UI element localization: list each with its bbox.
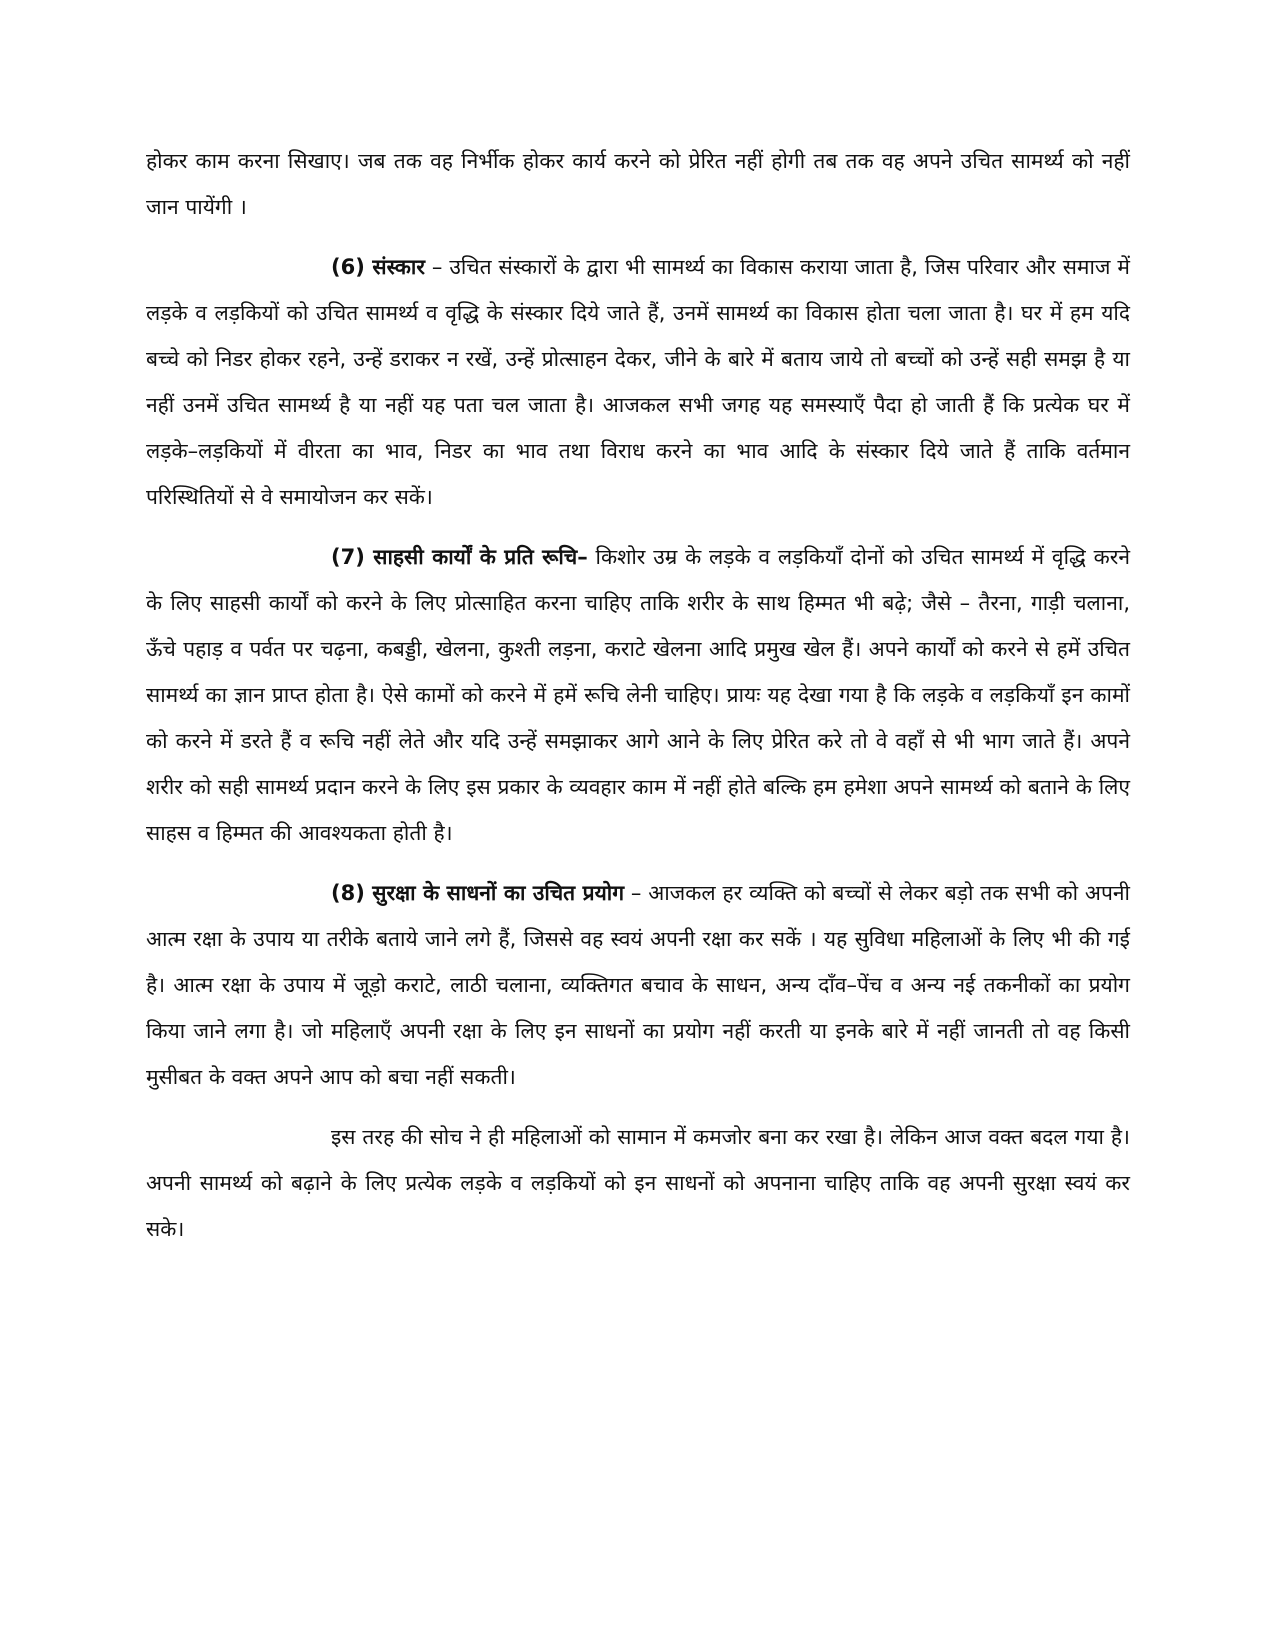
paragraph-suraksha <box>146 870 1130 1100</box>
document-page <box>146 138 1130 1252</box>
paragraph-sanskar <box>146 244 1130 520</box>
section-heading-7: (7) साहसी कार्यों के प्रति रूचि– <box>331 545 588 569</box>
section-heading-8: (8) सुरक्षा के साधनों का उचित प्रयोग <box>331 881 625 905</box>
section-heading-6: (6) संस्कार <box>331 255 425 279</box>
paragraph-text: – आजकल हर व्यक्ति को बच्चों से लेकर बड़ो तक सभी को अपनी आत्म रक्षा के उपाय या तरीके बताये जाने लगे हैं, जिससे वह स्वयं अपनी रक्षा कर सकें । यह सुविधा महिलाओं के लिए भी की गई है। आत्म रक्षा के उपाय में जूड़ो कराटे, लाठी चलाना, व्यक्तिगत बचाव के साधन, अन्य दाँव–पेंच व अन्य नई तकनीकों का प्रयोग किया जाने लगा है। जो महिलाएँ अपनी रक्षा के लिए इन साधनों का प्रयोग नहीं करती या इनके बारे में नहीं जानती तो वह किसी मुसीबत के वक्त अपने आप को बचा नहीं सकती। <box>146 881 1130 1089</box>
paragraph-continuation <box>146 138 1130 230</box>
paragraph-conclusion <box>146 1114 1130 1252</box>
paragraph-text: इस तरह की सोच ने ही महिलाओं को सामान में कमजोर बना कर रखा है। लेकिन आज वक्त बदल गया है। अपनी सामर्थ्य को बढ़ाने के लिए प्रत्येक लड़के व लड़कियों को इन साधनों को अपनाना चाहिए ताकि वह अपनी सुरक्षा स्वयं कर सके। <box>146 1125 1131 1241</box>
paragraph-text: होकर काम करना सिखाए। जब तक वह निर्भीक होकर कार्य करने को प्रेरित नहीं होगी तब तक वह अपने उचित सामर्थ्य को नहीं जान पायेंगी । <box>146 149 1130 219</box>
paragraph-text: – उचित संस्कारों के द्वारा भी सामर्थ्य का विकास कराया जाता है, जिस परिवार और समाज में लड़के व लड़कियों को उचित सामर्थ्य व वृद्धि के संस्कार दिये जाते हैं, उनमें सामर्थ्य का विकास होता चला जाता है। घर में हम यदि बच्चे को निडर होकर रहने, उन्हें डराकर न रखें, उन्हें प्रोत्साहन देकर, जीने के बारे में बताय जाये तो बच्चों को उन्हें सही समझ है या नहीं उनमें उचित सामर्थ्य है या नहीं यह पता चल जाता है। आजकल सभी जगह यह समस्याएँ पैदा हो जाती हैं कि प्रत्येक घर में लड़के–लड़कियों में वीरता का भाव, निडर का भाव तथा विराध करने का भाव आदि के संस्कार दिये जाते हैं ताकि वर्तमान परिस्थितियों से वे समायोजन कर सकें। <box>146 255 1130 509</box>
paragraph-sahasi <box>146 534 1130 856</box>
paragraph-text: किशोर उम्र के लड़के व लड़कियाँ दोनों को उचित सामर्थ्य में वृद्धि करने के लिए साहसी कार्यों को करने के लिए प्रोत्साहित करना चाहिए ताकि शरीर के साथ हिम्मत भी बढ़े; जैसे – तैरना, गाड़ी चलाना, ऊँचे पहाड़ व पर्वत पर चढ़ना, कबड्डी, खेलना, कुश्ती लड़ना, कराटे खेलना आदि प्रमुख खेल हैं। अपने कार्यों को करने से हमें उचित सामर्थ्य का ज्ञान प्राप्त होता है। ऐसे कामों को करने में हमें रूचि लेनी चाहिए। प्रायः यह देखा गया है कि लड़के व लड़कियाँ इन कामों को करने में डरते हैं व रूचि नहीं लेते और यदि उन्हें समझाकर आगे आने के लिए प्रेरित करे तो वे वहाँ से भी भाग जाते हैं। अपने शरीर को सही सामर्थ्य प्रदान करने के लिए इस प्रकार के व्यवहार काम में नहीं होते बल्कि हम हमेशा अपने सामर्थ्य को बताने के लिए साहस व हिम्मत की आवश्यकता होती है। <box>146 545 1130 845</box>
